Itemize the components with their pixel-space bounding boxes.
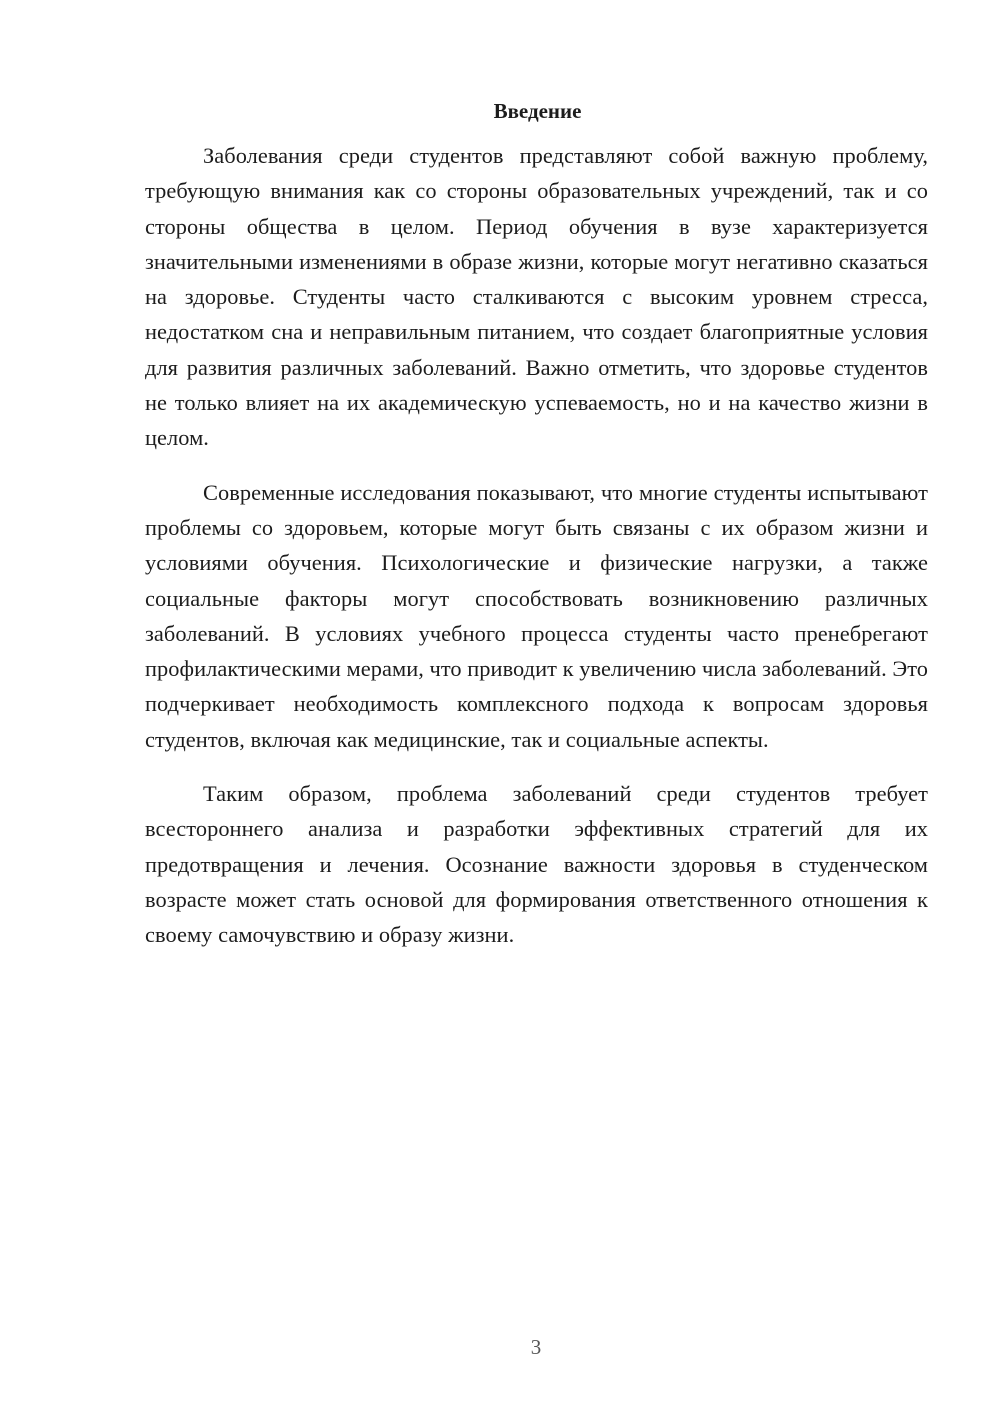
- paragraph-1: Заболевания среди студентов представляют собой важную проблему, требующую внимания как со стороны образовательных учреждений, так и со стороны общества в целом. Период обучения в вузе характеризуется значительными изменениями в образе жизни, которые могут негативно сказаться на здоровье. Студенты часто сталкиваются с высоким уровнем стресса, недостатком сна и неправильным питанием, что создает благоприятные условия для развития различных заболеваний. Важно отметить, что здоровье студентов не только влияет на их академическую успеваемость, но и на качество жизни в целом.: [145, 143, 928, 451]
- paragraph-3: Таким образом, проблема заболеваний среди студентов требует всестороннего анализа и разработки эффективных стратегий для их предотвращения и лечения. Осознание важности здоровья в студенческом возрасте может стать основой для формирования ответственного отношения к своему самочувствию и образу жизни.: [145, 781, 928, 948]
- paragraph-2: Современные исследования показывают, что многие студенты испытывают проблемы со здоровьем, которые могут быть связаны с их образом жизни и условиями обучения. Психологические и физические нагрузки, а также социальные факторы могут способствовать возникновению различных заболеваний. В условиях учебного процесса студенты часто пренебрегают профилактическими мерами, что приводит к увеличению числа заболеваний. Это подчеркивает необходимость комплексного подхода к вопросам здоровья студентов, включая как медицинские, так и социальные аспекты.: [145, 479, 928, 752]
- page-content: [145, 97, 928, 972]
- page-number: 3: [530, 1335, 542, 1359]
- section-title: Введение: [493, 99, 582, 123]
